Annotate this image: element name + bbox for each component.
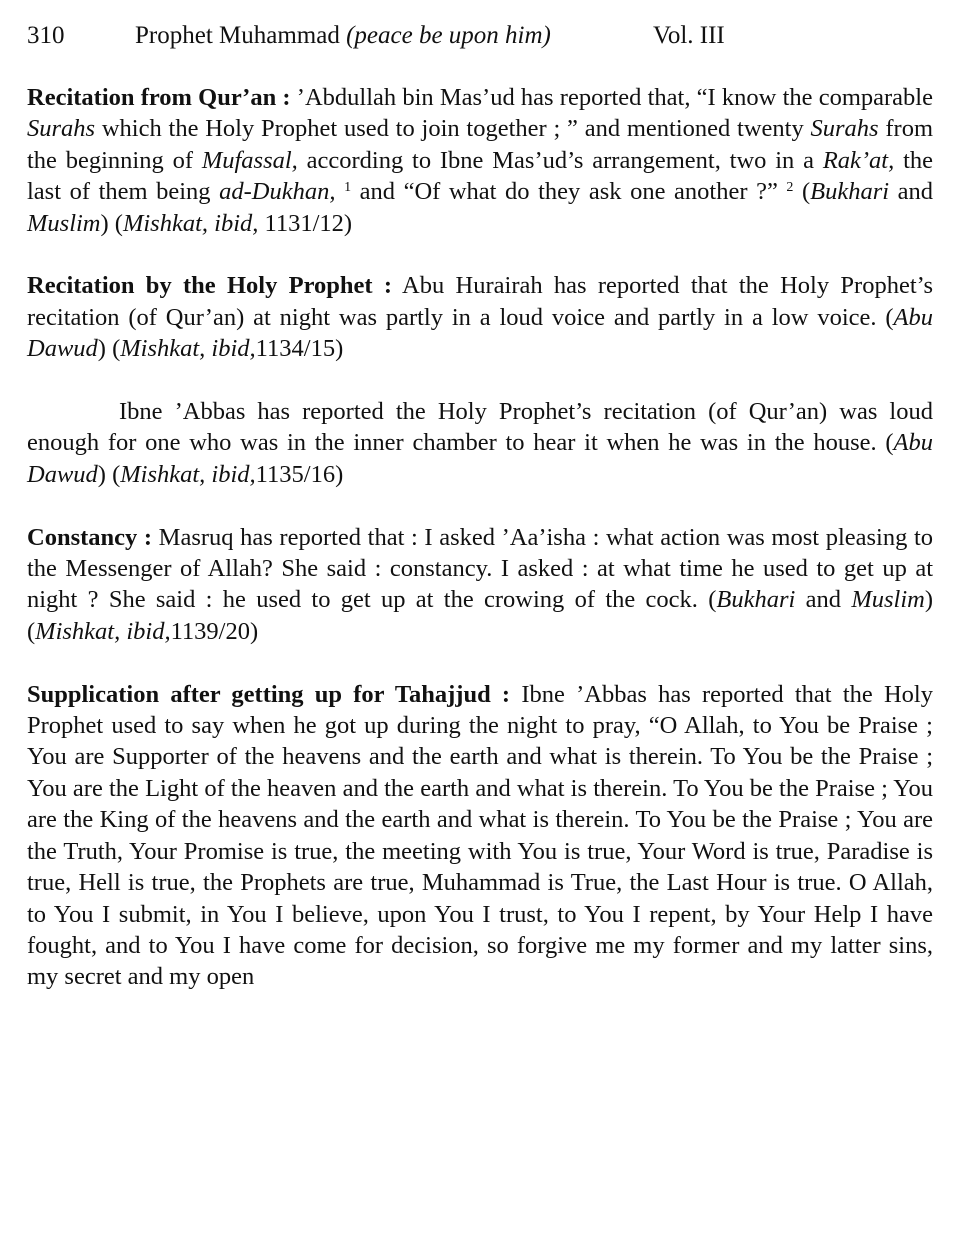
text-run: 1131/12) xyxy=(258,209,353,237)
italic-source: Abu Dawud xyxy=(27,429,933,488)
section-heading: Supplication after getting up for Tahajjud : xyxy=(27,680,511,708)
page-header xyxy=(27,18,933,54)
paragraph-recitation-by-holy-prophet xyxy=(27,270,933,364)
text-run: and “Of what do they ask one another ?” xyxy=(351,178,787,206)
text-run xyxy=(335,178,344,205)
italic-source: Mishkat, ibid, xyxy=(120,460,256,488)
paragraph-ibne-abbas-recitation xyxy=(27,396,933,490)
footnote-marker: 1 xyxy=(344,180,352,196)
text-run: 1135/16) xyxy=(255,460,344,488)
italic-source: Bukhari xyxy=(716,586,796,614)
italic-term: Surahs xyxy=(27,115,96,143)
italic-source: Abu Dawud xyxy=(27,303,933,363)
text-run: ) ( xyxy=(97,335,121,363)
text-run: ) ( xyxy=(27,586,933,645)
text-run: Ibne ’Abbas has reported that the Holy Prophet used to say when he got up during the night to pray, “O Allah, to You be Praise ; You are Supporter of the heavens and the earth and what is therein. To You be the Praise ; You are the Light of the heaven and the earth and what is therein. To You be the Praise ; You are the King of the heavens and the earth and what is therein. To You be the Praise ; You are the Truth, Your Promise is true, the meeting with You is true, Your Word is true, Paradise is true, Hell is true, the Prophets are true, Muhammad is True, the Last Hour is true. O Allah, to You I submit, in You I believe, upon You I trust, to You I repent, by Your Help I have fought, and to You I have come for decision, so forgive me my former and my latter sins, my secret and my open xyxy=(27,680,933,991)
paragraph-constancy xyxy=(27,522,933,648)
text-run: which the Holy Prophet used to join together ; ” and mentioned twenty xyxy=(95,115,811,143)
page-number: 310 xyxy=(27,22,65,49)
text-run: ) ( xyxy=(100,209,123,237)
text-run: ( xyxy=(793,178,811,206)
footnote-marker: 2 xyxy=(786,180,794,196)
section-heading: Constancy : xyxy=(27,523,153,551)
italic-source: Mishkat, ibid, xyxy=(120,335,256,363)
italic-source: Bukhari xyxy=(810,178,890,206)
italic-term: Surahs xyxy=(810,115,879,143)
running-title xyxy=(135,18,551,54)
text-run: 1139/20) xyxy=(170,617,259,645)
italic-term: Rak’at, xyxy=(822,146,895,174)
text-run: from the beginning of xyxy=(27,115,933,174)
text-run: ’Abdullah bin Mas’ud has reported that, “I know the comparable xyxy=(290,84,933,111)
italic-source: Muslim xyxy=(851,586,925,614)
text-run: ) ( xyxy=(97,460,121,488)
paragraph-recitation-from-quran xyxy=(27,82,933,239)
text-run: Masruq has reported that : I asked ’Aa’isha : what action was most pleasing to the Messenger of Allah? She said : constancy. I asked : at what time he used to get up at night ? She said : he used to get up at the crowing of the cock. ( xyxy=(27,523,934,614)
italic-term: Mufassal, xyxy=(201,146,298,174)
italic-term: ad-Dukhan, xyxy=(219,178,336,206)
italic-source: Mishkat, ibid, xyxy=(35,617,171,645)
italic-source: Mishkat, ibid, xyxy=(122,209,259,237)
text-run: according to Ibne Mas’ud’s arrangement, two in a xyxy=(297,146,823,174)
section-heading: Recitation from Qur’an : xyxy=(27,84,291,111)
text-run: 1134/15) xyxy=(255,335,344,363)
body-text xyxy=(27,82,933,993)
volume-label: Vol. III xyxy=(653,22,725,49)
text-run: Ibne ’Abbas has reported the Holy Prophet’s recitation (of Qur’an) was loud enough for one who was in the inner chamber to hear it when he was in the house. ( xyxy=(27,398,933,457)
italic-source: Muslim xyxy=(27,209,101,237)
running-title-honorific: (peace be upon him) xyxy=(346,22,551,49)
text-run: the last of them being xyxy=(27,146,934,206)
text-run: Abu Hurairah has reported that the Holy Prophet’s recitation (of Qur’an) at night was partly in a loud voice and partly in a low voice. ( xyxy=(27,272,933,331)
text-run: and xyxy=(795,586,852,614)
running-title-text: Prophet Muhammad xyxy=(135,22,340,49)
text-run: and xyxy=(889,178,934,206)
paragraph-supplication-tahajjud xyxy=(27,679,933,993)
section-heading: Recitation by the Holy Prophet : xyxy=(27,272,393,300)
